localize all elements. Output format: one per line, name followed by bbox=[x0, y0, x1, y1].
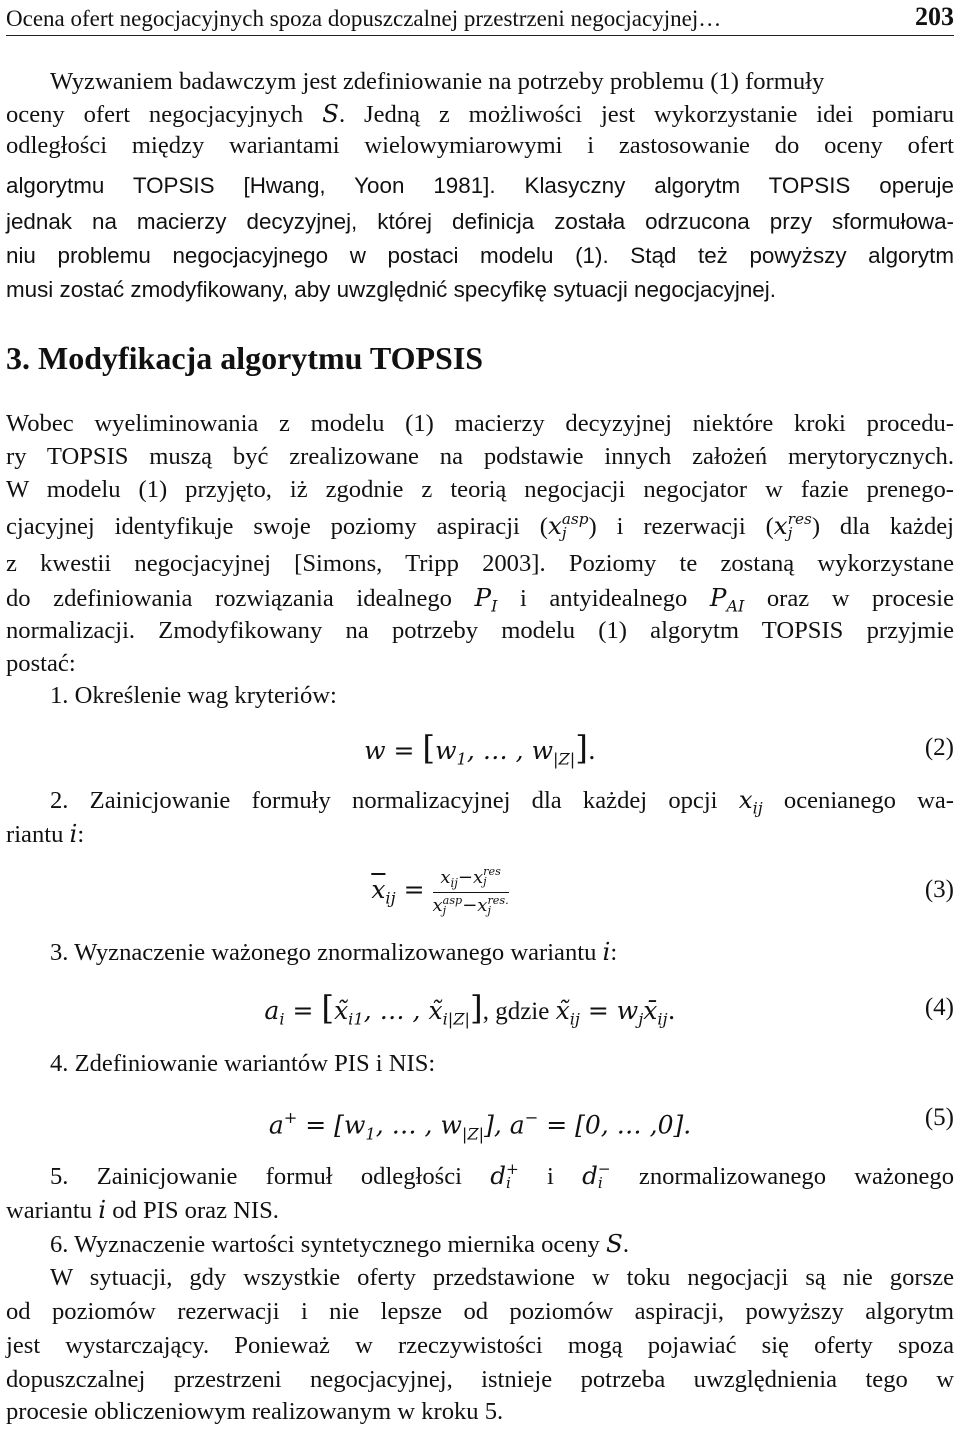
intro-line-7: musi zostać zmodyfikowany, aby uwzględnić specyfikę sytuacji negocjacyjnej. bbox=[6, 277, 776, 302]
body-p2-line-6: postać: bbox=[6, 650, 76, 677]
section-heading: 3. Modyfikacja algorytmu TOPSIS bbox=[6, 340, 484, 376]
intro-line-1: Wyzwaniem badawczym jest zdefiniowanie na potrzeby problemu (1) formuły bbox=[50, 68, 825, 95]
body-p2-line-2: cjacyjnej identyfikuje swoje poziomy aspiracji (x asp j ) i rezerwacji (x res j ) dla każdej bbox=[6, 510, 955, 542]
running-title: Ocena ofert negocjacyjnych spoza dopuszczalnej przestrzeni negocjacyjnej… bbox=[6, 6, 722, 31]
body-p2-line-1: W modelu (1) przyjęto, iż zgodnie z teorią negocjacji negocjator w fazie prenego- bbox=[6, 476, 954, 503]
closing-line-4: dopuszczalnej przestrzeni negocjacyjnej, istnieje potrzeba uwzględnienia tego w bbox=[6, 1366, 954, 1393]
equation-3: $\overline{x}_{ij}$ = $x_{ij}-x$ res j x asp j −x res. j (3) bbox=[6, 860, 954, 920]
body-p2-line-5: normalizacji. Zmodyfikowany na potrzeby modelu (1) algorytm TOPSIS przyjmie bbox=[6, 617, 954, 644]
step-5-line-2: wariantu i od PIS oraz NIS. bbox=[6, 1195, 279, 1224]
equation-4: $a_i$ = [$x̃_{i1}$, … , $x̃_{i|Z|}$], gdzie $x̃_{ij}$ = $w_jx̄_{ij}$. (4) bbox=[264, 989, 954, 1029]
body-p2-line-3: z kwestii negocjacyjnej [Simons, Tripp 2003]. Poziomy te zostaną wykorzystane bbox=[6, 550, 954, 577]
equation-number-2: (2) bbox=[924, 734, 954, 761]
intro-line-4: algorytmu TOPSIS [Hwang, Yoon 1981]. Klasyczny algorytm TOPSIS operuje bbox=[6, 173, 954, 198]
equation-number-5: (5) bbox=[924, 1104, 954, 1131]
body-p2-line-4: do zdefiniowania rozwiązania idealnego $P_I$ i antyidealnego $P_{AI}$ oraz w procesie bbox=[6, 583, 954, 616]
body-p1-line-2: ry TOPSIS muszą być zrealizowane na podstawie innych założeń merytorycznych. bbox=[6, 443, 954, 470]
equation-number-4: (4) bbox=[924, 994, 954, 1021]
equation-5: $a^+ = [w_1$, … , $w_{|Z|}$], a− = [0, … ,0]. (5) bbox=[6, 1098, 954, 1138]
step-2-line-2: riantu i: bbox=[6, 819, 85, 848]
intro-line-3: odległości między wariantami wielowymiarowymi i zastosowanie do oceny ofert bbox=[6, 132, 954, 159]
step-3: 3. Wyznaczenie ważonego znormalizowanego wariantu i: bbox=[50, 937, 618, 966]
intro-line-6: niu problemu negocjacyjnego w postaci modelu (1). Stąd też powyższy algorytm bbox=[6, 243, 954, 268]
step-2-line-1: 2. Zainicjowanie formuły normalizacyjnej dla każdej opcji $x_{ij}$ ocenianego wa- bbox=[50, 785, 955, 818]
step-5-line-1: 5. Zainicjowanie formuł odległości d + i i d − i znormalizowanego ważonego bbox=[50, 1160, 954, 1192]
equation-number-3: (3) bbox=[924, 876, 954, 903]
closing-line-2: od poziomów rezerwacji i nie lepsze od poziomów aspiracji, powyższy algorytm bbox=[6, 1298, 954, 1325]
closing-line-1: W sytuacji, gdy wszystkie oferty przedstawione w toku negocjacji są nie gorsze bbox=[50, 1264, 954, 1291]
step-4: 4. Zdefiniowanie wariantów PIS i NIS: bbox=[50, 1050, 436, 1077]
page-number: 203 bbox=[915, 2, 954, 31]
intro-line-5: jednak na macierzy decyzyjnej, której definicja została odrzucona przy sformułowa- bbox=[6, 209, 954, 234]
body-p1-line-1: Wobec wyeliminowania z modelu (1) macierzy decyzyjnej niektóre kroki procedu- bbox=[6, 410, 954, 437]
step-6: 6. Wyznaczenie wartości syntetycznego miernika oceny S. bbox=[50, 1229, 629, 1258]
running-header bbox=[6, 0, 954, 36]
closing-line-5: procesie obliczeniowym realizowanym w kroku 5. bbox=[6, 1398, 504, 1425]
step-1: 1. Określenie wag kryteriów: bbox=[50, 682, 337, 709]
equation-2: $w = [w_1$, … , $w_{|Z|}$]. (2) bbox=[364, 729, 954, 769]
closing-line-3: jest wystarczający. Ponieważ w rzeczywistości mogą pojawiać się oferty spoza bbox=[6, 1332, 954, 1359]
intro-line-2: oceny ofert negocjacyjnych S. Jedną z możliwości jest wykorzystanie idei pomiaru bbox=[6, 99, 954, 128]
